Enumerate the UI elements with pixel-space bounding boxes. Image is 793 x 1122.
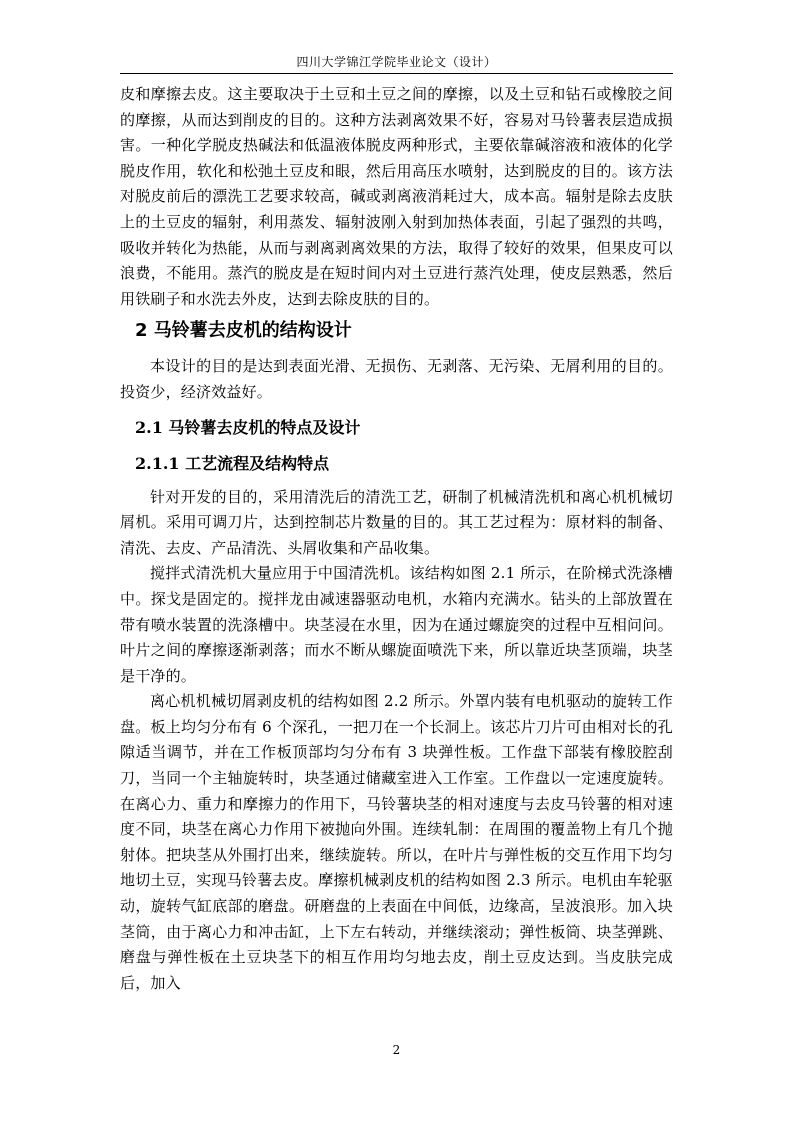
subsection-heading: 2.1 马铃薯去皮机的特点及设计 <box>135 417 361 437</box>
paragraph-washer: 搅拌式清洗机大量应用于中国清洗机。该结构如图 2.1 所示，在阶梯式洗涤槽中。探戈是固定的。搅拌龙由减速器驱动电机，水箱内充满水。钻头的上部放置在带有喷水装置的洗涤槽中。块茎浸在水里，因为在通过螺旋突的过程中互相问问。叶片之间的摩擦逐渐剥落；而水不断从螺旋面喷洗下来，所以靠近块茎顶端，块茎是干净的。 <box>120 564 673 685</box>
subsubsection-heading: 2.1.1 工艺流程及结构特点 <box>135 453 330 473</box>
page-body <box>120 82 673 996</box>
header-rule <box>120 73 673 74</box>
section-heading: 2 马铃薯去皮机的结构设计 <box>135 320 352 342</box>
paragraph-process-flow: 针对开发的目的，采用清洗后的清洗工艺，研制了机械清洗机和离心机机械切屑机。采用可调刀片，达到控制芯片数量的目的。其工艺过程为：原材料的制备、清洗、去皮、产品清洗、头屑收集和产品收集。 <box>120 487 673 557</box>
paragraph-centrifugal-peeler: 离心机机械切屑剥皮机的结构如图 2.2 所示。外罩内装有电机驱动的旋转工作盘。板上均匀分布有 6 个深孔，一把刀在一个长洞上。该芯片刀片可由相对长的孔隙适当调节，并在工作板顶部均匀分布有 3 块弹性板。工作盘下部装有橡胶腔刮刀，当同一个主轴旋转时，块茎通过储藏室进入工作室。工作盘以一定速度旋转。在离心力、重力和摩擦力的作用下，马铃薯块茎的相对速度与去皮马铃薯的相对速度不同，块茎在离心力作用下被抛向外围。连续轧制：在周围的覆盖物上有几个抛射体。把块茎从外围打出来，继续旋转。所以，在叶片与弹性板的交互作用下均匀地切土豆，实现马铃薯去皮。摩擦机械剥皮机的结构如图 2.3 所示。电机由车轮驱动，旋转气缸底部的磨盘。研磨盘的上表面在中间低，边缘高，呈波浪形。加入块茎筒，由于离心力和冲击缸，上下左右转动，并继续滚动；弹性板筒、块茎弹跳、磨盘与弹性板在土豆块茎下的相互作用均匀地去皮，削土豆皮达到。当皮肤完成后，加入 <box>120 692 673 992</box>
page-header: 四川大学锦江学院毕业论文（设计） <box>296 55 497 69</box>
paragraph-peeling-methods: 皮和摩擦去皮。这主要取决于土豆和土豆之间的摩擦，以及土豆和钻石或橡胶之间的摩擦，从而达到削皮的目的。这种方法剥离效果不好，容易对马铃薯表层造成损害。一种化学脱皮热碱法和低温液体脱皮两种形式，主要依靠碱溶液和液体的化学脱皮作用，软化和松弛土豆皮和眼，然后用高压水喷射，达到脱皮的目的。该方法对脱皮前后的漂洗工艺要求较高，碱或剥离液消耗过大，成本高。辐射是除去皮肤上的土豆皮的辐射，利用蒸发、辐射波刚入射到加热体表面，引起了强烈的共鸣，吸收并转化为热能，从而与剥离剥离效果的方法，取得了较好的效果，但果皮可以浪费，不能用。蒸汽的脱皮是在短时间内对土豆进行蒸汽处理，使皮层熟悉，然后用铁刷子和水洗去外皮，达到去除皮肤的目的。 <box>120 85 673 308</box>
paragraph-design-goal: 本设计的目的是达到表面光滑、无损伤、无剥落、无污染、无屑利用的目的。投资少，经济效益好。 <box>120 357 673 401</box>
page-number: 2 <box>392 1043 401 1057</box>
